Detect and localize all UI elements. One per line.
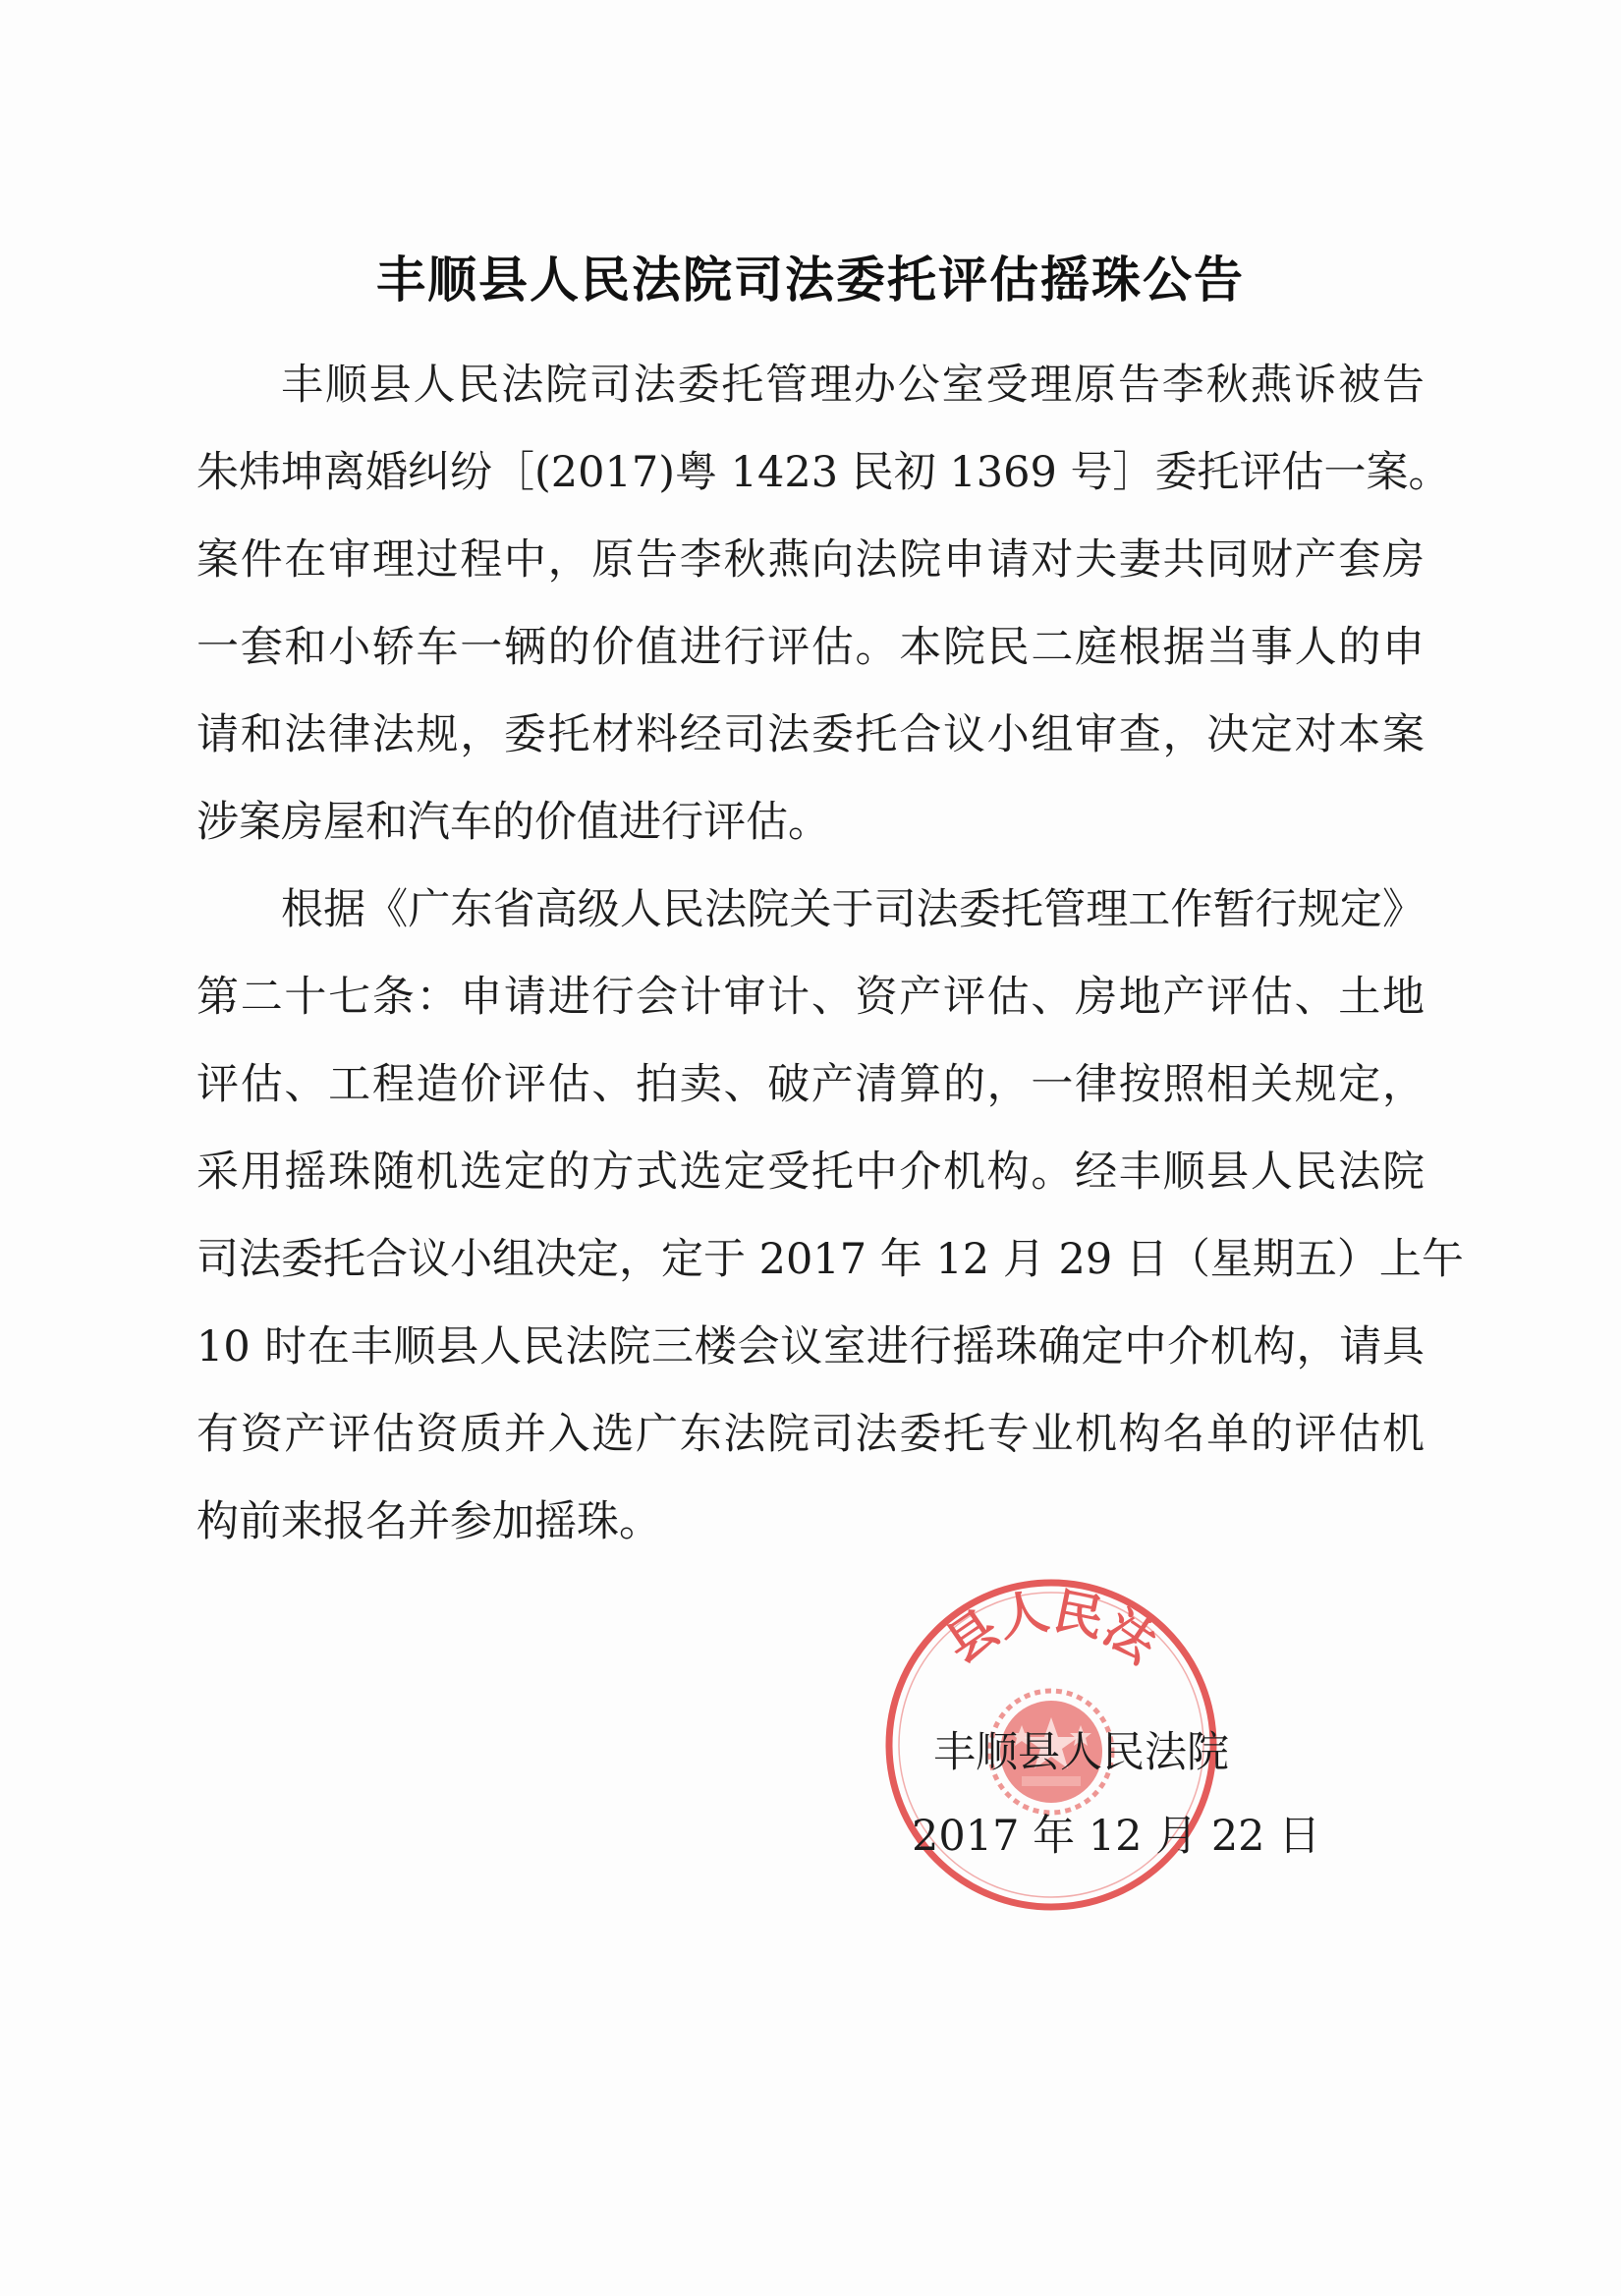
paragraph-1-line-5: 请和法律法规，委托材料经司法委托合议小组审查，决定对本案: [196, 710, 1425, 759]
paragraph-1-line-4: 一套和小轿车一辆的价值进行评估。本院民二庭根据当事人的申: [196, 623, 1425, 672]
paragraph-2-line-8: 构前来报名并参加摇珠。: [196, 1497, 661, 1546]
paragraph-1-line-3: 案件在审理过程中，原告李秋燕向法院申请对夫妻共同财产套房: [196, 535, 1425, 585]
paragraph-2-line-5: 司法委托合议小组决定，定于 2017 年 12 月 29 日（星期五）上午: [196, 1235, 1464, 1284]
paragraph-2-line-6: 10 时在丰顺县人民法院三楼会议室进行摇珠确定中介机构，请具: [196, 1322, 1425, 1372]
paragraph-1-line-6: 涉案房屋和汽车的价值进行评估。: [196, 798, 830, 847]
paragraph-2-line-1: 根据《广东省高级人民法院关于司法委托管理工作暂行规定》: [281, 885, 1425, 934]
issue-date: 2017 年 12 月 22 日: [912, 1812, 1321, 1861]
paragraph-1-line-1: 丰顺县人民法院司法委托管理办公室受理原告李秋燕诉被告: [281, 361, 1425, 410]
document-body: [196, 342, 1464, 1566]
paragraph-2-line-7: 有资产评估资质并入选广东法院司法委托专业机构名单的评估机: [196, 1410, 1425, 1459]
paragraph-2-line-4: 采用摇珠随机选定的方式选定受托中介机构。经丰顺县人民法院: [196, 1148, 1425, 1197]
issuer-signature: 丰顺县人民法院: [933, 1728, 1229, 1777]
paragraph-2-line-2: 第二十七条：申请进行会计审计、资产评估、房地产评估、土地: [196, 973, 1425, 1022]
seal-text: 县人民法: [935, 1581, 1167, 1674]
paragraph-2-line-3: 评估、工程造价评估、拍卖、破产清算的，一律按照相关规定，: [196, 1060, 1425, 1109]
paragraph-1-line-2: 朱炜坤离婚纠纷［(2017)粤 1423 民初 1369 号］委托评估一案。: [196, 448, 1451, 497]
document-title: 丰顺县人民法院司法委托评估摇珠公告: [376, 251, 1245, 308]
